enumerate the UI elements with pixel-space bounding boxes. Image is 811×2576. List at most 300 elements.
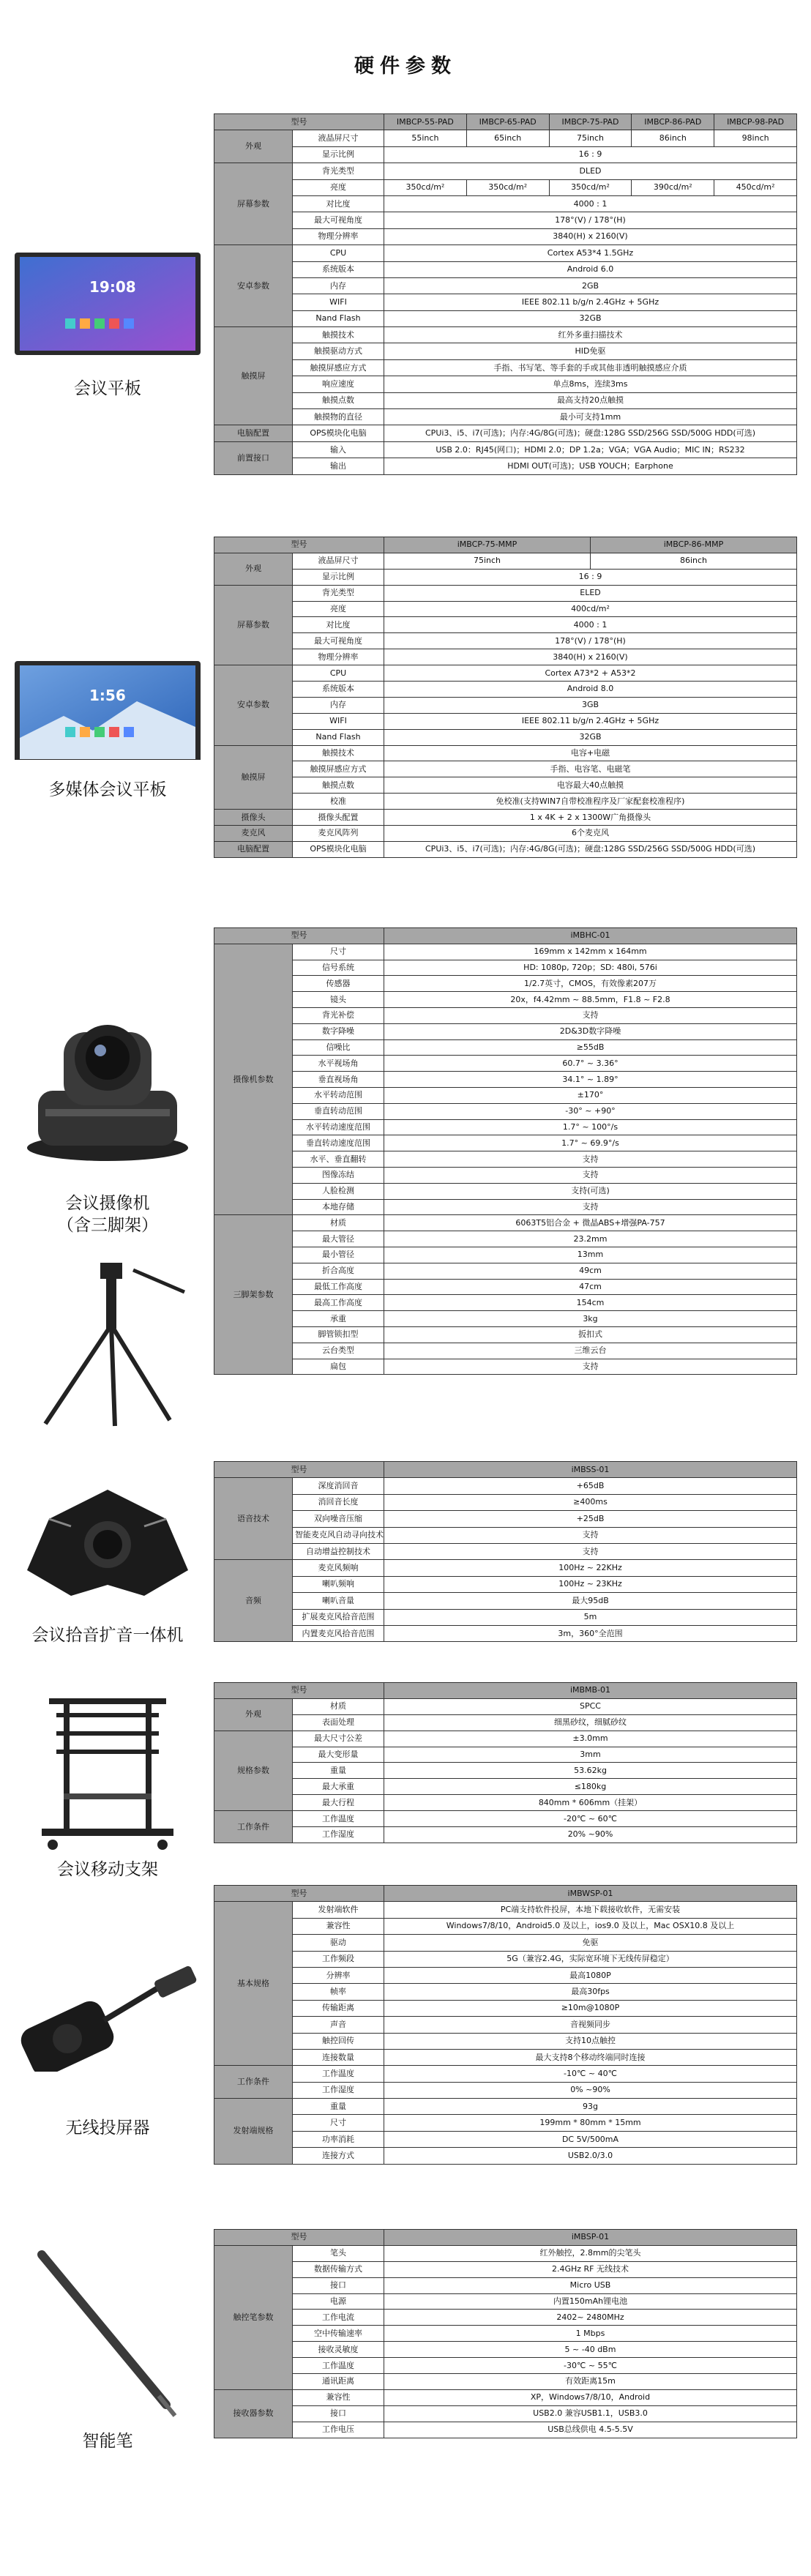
row-value: 840mm * 606mm（挂架） [384, 1795, 797, 1811]
row-value: 1.7° ~ 100°/s [384, 1119, 797, 1135]
table-row [214, 617, 797, 633]
row-label: 麦克风阵列 [293, 826, 384, 842]
product-name-text: 会议拾音扩音一体机 [31, 1626, 184, 1645]
table-row [214, 1543, 797, 1559]
row-value: 支持 [384, 1007, 797, 1023]
row-label: 重量 [293, 1763, 384, 1779]
table-row [214, 1135, 797, 1151]
spec-table [214, 113, 797, 475]
row-value: 音视频同步 [384, 2017, 797, 2033]
row-label: 校准 [293, 794, 384, 810]
row-label: CPU [293, 245, 384, 261]
group-label: 麦克风 [214, 826, 293, 842]
table-row [214, 2422, 797, 2438]
row-value: 4000 : 1 [384, 617, 797, 633]
row-value: Android 6.0 [384, 261, 797, 277]
table-row [214, 130, 797, 146]
table-row [214, 1087, 797, 1103]
row-value: 支持 [384, 1167, 797, 1183]
spec-table [214, 1461, 797, 1642]
row-label: 水平转动速度范围 [293, 1119, 384, 1135]
row-value: 75inch [549, 130, 632, 146]
row-label: 背光类型 [293, 163, 384, 179]
row-label: 触摸物的直径 [293, 409, 384, 425]
row-value: 2GB [384, 277, 797, 294]
header-model: iMBCP-75-MMP [384, 537, 591, 553]
row-value: 最高支持20点触摸 [384, 392, 797, 408]
row-label: 数据传输方式 [293, 2261, 384, 2277]
row-value: 内置150mAh锂电池 [384, 2293, 797, 2310]
table-row [214, 2148, 797, 2164]
table-row [214, 2405, 797, 2422]
row-value: 178°(V) / 178°(H) [384, 212, 797, 228]
row-value: 350cd/m² [466, 179, 549, 195]
product-block [9, 1962, 206, 2072]
row-label: 摄像头配置 [293, 810, 384, 826]
header-model: iMBMB-01 [384, 1683, 797, 1699]
row-label: 通讯距离 [293, 2374, 384, 2390]
header-model: iMBSS-01 [384, 1462, 797, 1478]
table-row [214, 2277, 797, 2293]
group-label: 工作条件 [214, 1811, 293, 1843]
header-model-label: 型号 [214, 928, 384, 944]
product-image [12, 1475, 203, 1607]
table-row [214, 2082, 797, 2098]
row-value: 3840(H) x 2160(V) [384, 649, 797, 665]
row-label: 显示比例 [293, 569, 384, 585]
table-row [214, 1984, 797, 2000]
table-row [214, 163, 797, 179]
row-label: 最大可视角度 [293, 633, 384, 649]
row-value: 3840(H) x 2160(V) [384, 228, 797, 244]
row-value: 400cd/m² [384, 601, 797, 617]
row-label: 触摸屏感应方式 [293, 359, 384, 376]
header-model: IMBCP-55-PAD [384, 114, 467, 130]
table-row [214, 2310, 797, 2326]
row-label: 对比度 [293, 617, 384, 633]
group-label: 电脑配置 [214, 841, 293, 857]
table-row [214, 1779, 797, 1795]
group-label: 触摸屏 [214, 745, 293, 810]
product-block [9, 1475, 206, 1607]
table-row [214, 777, 797, 794]
row-value: Cortex A73*2 + A53*2 [384, 665, 797, 682]
row-value: Micro USB [384, 2277, 797, 2293]
tripod-image-block [9, 1259, 206, 1427]
table-row [214, 1811, 797, 1827]
row-label: 内置麦克风拾音范围 [293, 1625, 384, 1641]
header-model-label: 型号 [214, 1886, 384, 1902]
row-value: 199mm * 80mm * 15mm [384, 2115, 797, 2131]
row-value: 5 ~ -40 dBm [384, 2342, 797, 2358]
row-label: 承重 [293, 1311, 384, 1327]
row-label: Nand Flash [293, 729, 384, 745]
row-value: 3GB [384, 697, 797, 713]
row-value: 1/2.7英寸，CMOS，有效像素207万 [384, 976, 797, 992]
table-row [214, 2389, 797, 2405]
table-row [214, 1056, 797, 1072]
group-label: 工作条件 [214, 2066, 293, 2099]
table-row [214, 441, 797, 458]
table-row [214, 1103, 797, 1119]
product-name [9, 1848, 206, 1881]
row-label: 喇叭频响 [293, 1576, 384, 1592]
row-value: ≥55dB [384, 1039, 797, 1056]
row-label: 兼容性 [293, 1918, 384, 1934]
group-label: 触摸屏 [214, 327, 293, 425]
row-value: 16 : 9 [384, 146, 797, 163]
row-value: -10℃ ~ 40℃ [384, 2066, 797, 2082]
table-row [214, 2066, 797, 2082]
table-row [214, 146, 797, 163]
row-label: 图像冻结 [293, 1167, 384, 1183]
row-value: 390cd/m² [632, 179, 714, 195]
row-label: 驱动 [293, 1935, 384, 1951]
row-value: 单点8ms，连续3ms [384, 376, 797, 392]
group-label: 基本规格 [214, 1902, 293, 2066]
row-label: 扁包 [293, 1359, 384, 1375]
spec-table [214, 927, 797, 1375]
row-label: 深度消回音 [293, 1478, 384, 1494]
row-label: 显示比例 [293, 146, 384, 163]
product-block [9, 952, 206, 1164]
table-row [214, 2017, 797, 2033]
group-label: 音频 [214, 1560, 293, 1642]
product-name-text: 多媒体会议平板 [48, 780, 167, 799]
spec-table [214, 537, 797, 858]
table-row [214, 1951, 797, 1967]
product-name [9, 2420, 206, 2452]
group-label: 屏幕参数 [214, 585, 293, 665]
row-label: OPS模块化电脑 [293, 425, 384, 441]
row-label: 工作湿度 [293, 1827, 384, 1843]
row-value: PC端支持软件投屏，本地下载接收软件，无需安装 [384, 1902, 797, 1918]
row-value: 红外多重扫描技术 [384, 327, 797, 343]
product-block [9, 2247, 206, 2419]
header-model: IMBCP-86-PAD [632, 114, 714, 130]
tripod-image [12, 1259, 203, 1427]
row-label: 水平视场角 [293, 1056, 384, 1072]
table-row [214, 2115, 797, 2131]
table-row [214, 1072, 797, 1088]
row-label: 系统版本 [293, 682, 384, 698]
table-header-row [214, 1683, 797, 1699]
table-row [214, 1326, 797, 1343]
row-value: 细黑砂纹，细腻砂纹 [384, 1714, 797, 1731]
group-label: 屏幕参数 [214, 163, 293, 245]
table-row [214, 310, 797, 326]
header-model-label: 型号 [214, 114, 384, 130]
row-value: 有效距离15m [384, 2374, 797, 2390]
table-row [214, 1263, 797, 1279]
table-row [214, 2049, 797, 2065]
row-value: -30° ~ +90° [384, 1103, 797, 1119]
row-value: ±170° [384, 1087, 797, 1103]
table-row [214, 1039, 797, 1056]
row-value: CPUi3、i5、i7(可选)；内存:4G/8G(可选)；硬盘:128G SSD/256G SSD/500G HDD(可选) [384, 841, 797, 857]
row-label: 工作电流 [293, 2310, 384, 2326]
table-row [214, 1511, 797, 1527]
group-label: 三脚架参数 [214, 1215, 293, 1375]
group-label: 外观 [214, 1698, 293, 1731]
row-label: 云台类型 [293, 1343, 384, 1359]
row-label: 最低工作高度 [293, 1279, 384, 1295]
table-header-row [214, 114, 797, 130]
row-value: HID免驱 [384, 343, 797, 359]
row-value: 100Hz ~ 22KHz [384, 1560, 797, 1576]
row-label: 脚管锁扣型 [293, 1326, 384, 1343]
row-value: 3m，360°全范围 [384, 1625, 797, 1641]
row-value: 最小可支持1mm [384, 409, 797, 425]
table-row [214, 841, 797, 857]
table-row [214, 665, 797, 682]
table-row [214, 1763, 797, 1779]
row-label: 材质 [293, 1215, 384, 1231]
row-value: 0% ~90% [384, 2082, 797, 2098]
product-name [9, 1614, 206, 1646]
row-label: 接口 [293, 2277, 384, 2293]
row-value: 最高30fps [384, 1984, 797, 2000]
table-row [214, 2374, 797, 2390]
table-row [214, 1478, 797, 1494]
row-label: Nand Flash [293, 310, 384, 326]
row-label: 最大变形量 [293, 1747, 384, 1763]
group-label: 安卓参数 [214, 665, 293, 745]
row-value: SPCC [384, 1698, 797, 1714]
row-value: +25dB [384, 1511, 797, 1527]
row-value: HD: 1080p, 720p；SD: 480i, 576i [384, 960, 797, 976]
row-value: ≤180kg [384, 1779, 797, 1795]
product-name [9, 769, 206, 801]
row-label: 背光类型 [293, 585, 384, 601]
row-value: ≥10m@1080P [384, 2000, 797, 2016]
product-name-text: 会议摄像机 [65, 1194, 150, 1213]
row-label: 工作温度 [293, 1811, 384, 1827]
row-label: 尺寸 [293, 944, 384, 960]
table-row [214, 2342, 797, 2358]
table-row [214, 810, 797, 826]
screen-clock: 19:08 [89, 278, 136, 296]
row-value: 350cd/m² [549, 179, 632, 195]
row-label: WIFI [293, 713, 384, 729]
header-model: iMBSP-01 [384, 2230, 797, 2246]
row-label: 数字降噪 [293, 1023, 384, 1039]
header-model-label: 型号 [214, 2230, 384, 2246]
row-value: 支持 [384, 1199, 797, 1215]
group-label: 前置接口 [214, 441, 293, 474]
row-label: 扩展麦克风拾音范围 [293, 1609, 384, 1625]
row-label: 折合高度 [293, 1263, 384, 1279]
group-label: 接收器参数 [214, 2389, 293, 2438]
row-value: 60.7° ~ 3.36° [384, 1056, 797, 1072]
table-row [214, 1343, 797, 1359]
product-name-text: 会议平板 [74, 379, 141, 398]
table-row [214, 1795, 797, 1811]
row-value: 350cd/m² [384, 179, 467, 195]
table-row [214, 682, 797, 698]
page-title: 硬件参数 [354, 55, 457, 78]
row-value: 免校准(支持WIN7自带校准程序及厂家配套校准程序) [384, 794, 797, 810]
row-label: 最大尺寸公差 [293, 1731, 384, 1747]
table-row [214, 745, 797, 761]
row-value: 1 Mbps [384, 2326, 797, 2342]
row-value: 65inch [466, 130, 549, 146]
table-row [214, 1359, 797, 1375]
row-value: -20℃ ~ 60℃ [384, 1811, 797, 1827]
row-value: 电容最大40点触摸 [384, 777, 797, 794]
row-label: 连接方式 [293, 2148, 384, 2164]
row-value: 最大95dB [384, 1593, 797, 1609]
row-value: 支持10点触控 [384, 2033, 797, 2049]
row-label: 麦克风频响 [293, 1560, 384, 1576]
group-label: 安卓参数 [214, 245, 293, 327]
table-row [214, 261, 797, 277]
group-label: 外观 [214, 553, 293, 585]
header-model: IMBCP-65-PAD [466, 114, 549, 130]
row-label: 触摸技术 [293, 745, 384, 761]
row-value: 红外触控，2.8mm的尖笔头 [384, 2245, 797, 2261]
row-label: 物理分辨率 [293, 649, 384, 665]
table-row [214, 245, 797, 261]
table-row [214, 601, 797, 617]
header-model: iMBCP-86-MMP [591, 537, 797, 553]
row-value: 4000 : 1 [384, 195, 797, 212]
row-value: 三维云台 [384, 1343, 797, 1359]
table-row [214, 1918, 797, 1934]
product-image [12, 249, 203, 359]
table-row [214, 1593, 797, 1609]
row-value: DC 5V/500mA [384, 2131, 797, 2147]
row-label: 信号系统 [293, 960, 384, 976]
row-value: 47cm [384, 1279, 797, 1295]
row-label: 工作电压 [293, 2422, 384, 2438]
row-value: Android 8.0 [384, 682, 797, 698]
row-value: 最高1080P [384, 1967, 797, 1983]
product-image [12, 2247, 203, 2419]
row-value: 2402~ 2480MHz [384, 2310, 797, 2326]
group-label: 摄像头 [214, 810, 293, 826]
row-label: 传感器 [293, 976, 384, 992]
table-row [214, 1247, 797, 1263]
table-row [214, 1714, 797, 1731]
product-name [9, 1182, 206, 1236]
row-value: Cortex A53*4 1.5GHz [384, 245, 797, 261]
group-label: 规格参数 [214, 1731, 293, 1810]
table-row [214, 1698, 797, 1714]
row-label: 自动增益控制技术 [293, 1543, 384, 1559]
table-row [214, 294, 797, 310]
row-label: 工作温度 [293, 2066, 384, 2082]
row-label: 笔头 [293, 2245, 384, 2261]
row-label: 对比度 [293, 195, 384, 212]
table-row [214, 992, 797, 1008]
row-label: OPS模块化电脑 [293, 841, 384, 857]
table-row [214, 1199, 797, 1215]
table-header-row [214, 1886, 797, 1902]
row-label: 亮度 [293, 179, 384, 195]
group-label: 摄像机参数 [214, 944, 293, 1215]
table-row [214, 458, 797, 474]
table-row [214, 195, 797, 212]
row-value: 32GB [384, 729, 797, 745]
table-row [214, 697, 797, 713]
row-label: 最小管径 [293, 1247, 384, 1263]
row-value: 75inch [384, 553, 591, 569]
table-row [214, 2245, 797, 2261]
row-label: 人脸检测 [293, 1183, 384, 1199]
row-value: 手指、书写笔、等手套的手或其他非透明触摸感应介质 [384, 359, 797, 376]
row-value: 支持 [384, 1527, 797, 1543]
row-label: 垂直转动范围 [293, 1103, 384, 1119]
row-value: IEEE 802.11 b/g/n 2.4GHz + 5GHz [384, 294, 797, 310]
row-label: 分辨率 [293, 1967, 384, 1983]
row-value: +65dB [384, 1478, 797, 1494]
table-row [214, 277, 797, 294]
group-label: 发射端规格 [214, 2099, 293, 2165]
table-row [214, 2261, 797, 2277]
row-value: 2D&3D数字降噪 [384, 1023, 797, 1039]
table-row [214, 2358, 797, 2374]
row-label: 触摸技术 [293, 327, 384, 343]
table-row [214, 1827, 797, 1843]
row-value: 扳扣式 [384, 1326, 797, 1343]
table-row [214, 1215, 797, 1231]
header-model-label: 型号 [214, 537, 384, 553]
row-label: 水平转动范围 [293, 1087, 384, 1103]
row-label: 最高工作高度 [293, 1295, 384, 1311]
product-block [9, 657, 206, 760]
table-row [214, 376, 797, 392]
row-label: 物理分辨率 [293, 228, 384, 244]
table-row [214, 569, 797, 585]
row-value: 6063T5铝合金 + 微晶ABS+增强PA-757 [384, 1215, 797, 1231]
row-value: USB2.0 兼容USB1.1，USB3.0 [384, 2405, 797, 2422]
row-label: 尺寸 [293, 2115, 384, 2131]
row-value: 支持 [384, 1151, 797, 1168]
spec-table [214, 1885, 797, 2165]
row-label: 工作温度 [293, 2358, 384, 2374]
table-row [214, 1119, 797, 1135]
spec-table [214, 2229, 797, 2438]
row-label: 触控回传 [293, 2033, 384, 2049]
header-model-label: 型号 [214, 1683, 384, 1699]
table-row [214, 1731, 797, 1747]
table-row [214, 2293, 797, 2310]
row-value: ≥400ms [384, 1494, 797, 1510]
table-row [214, 1967, 797, 1983]
row-label: 液晶屏尺寸 [293, 130, 384, 146]
table-row [214, 794, 797, 810]
table-row [214, 359, 797, 376]
table-row [214, 179, 797, 195]
row-label: 功率消耗 [293, 2131, 384, 2147]
row-label: 最大承重 [293, 1779, 384, 1795]
row-label: 触摸驱动方式 [293, 343, 384, 359]
row-label: 垂直转动速度范围 [293, 1135, 384, 1151]
row-value: 1 x 4K + 2 x 1300W广角摄像头 [384, 810, 797, 826]
table-row [214, 944, 797, 960]
row-label: 液晶屏尺寸 [293, 553, 384, 569]
product-block [9, 1691, 206, 1859]
row-value: 3kg [384, 1311, 797, 1327]
row-value: 55inch [384, 130, 467, 146]
group-label: 外观 [214, 130, 293, 163]
row-value: 电容+电磁 [384, 745, 797, 761]
row-label: 响应速度 [293, 376, 384, 392]
table-row [214, 409, 797, 425]
table-row [214, 553, 797, 569]
row-value: 免驱 [384, 1935, 797, 1951]
